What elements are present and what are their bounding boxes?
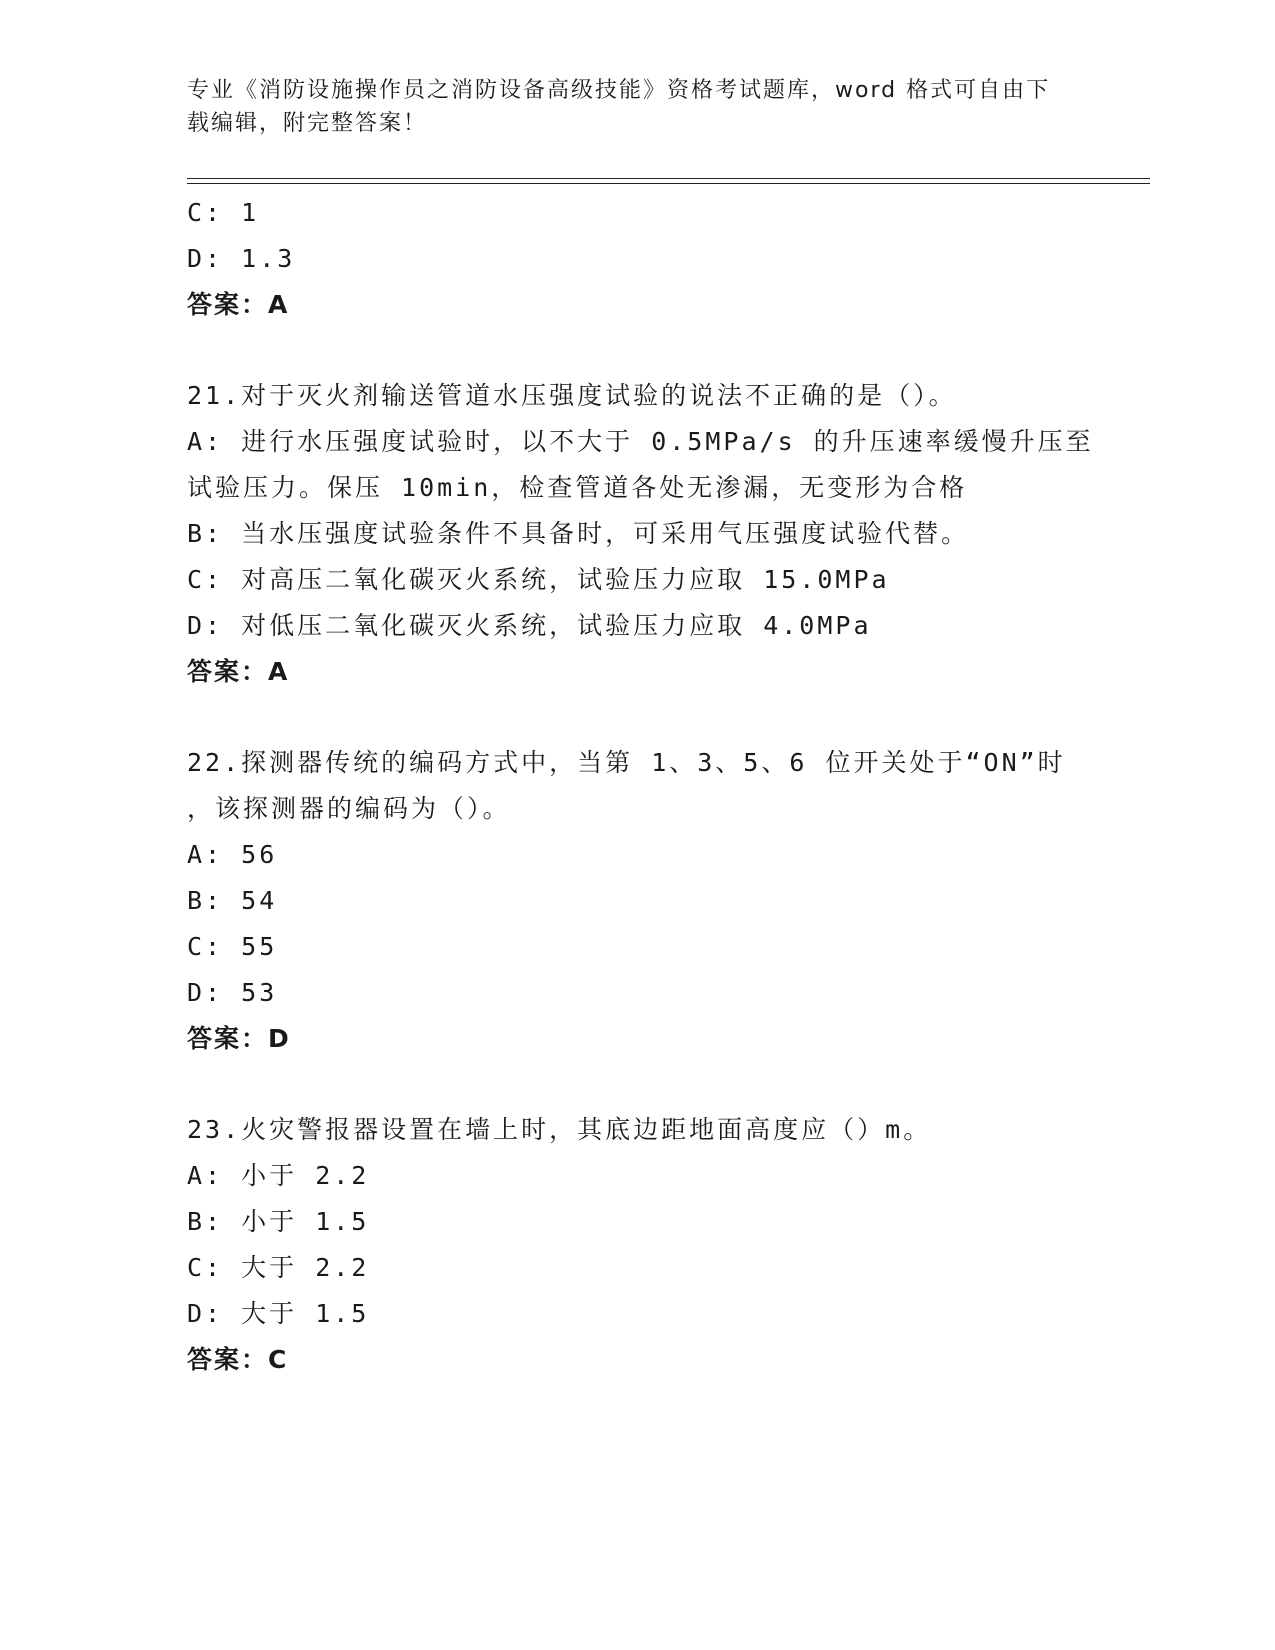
- option-a-q22: A: 56: [187, 840, 278, 869]
- question-23-stem: 23.火灾警报器设置在墙上时，其底边距地面高度应（）m。: [187, 1115, 932, 1144]
- answer-q20: 答案：A: [187, 290, 290, 319]
- question-22-stem: 22.探测器传统的编码方式中，当第 1、3、5、6 位开关处于“ON”时: [187, 748, 1066, 777]
- option-b-q22: B: 54: [187, 886, 278, 915]
- option-d-q22: D: 53: [187, 978, 278, 1007]
- header-divider-bottom: [187, 183, 1150, 184]
- option-c-q20: C: 1: [187, 198, 260, 227]
- option-a-q23: A: 小于 2.2: [187, 1161, 370, 1190]
- option-d-q20: D: 1.3: [187, 244, 296, 273]
- header-line-2: 载编辑，附完整答案！: [187, 111, 428, 136]
- spacer: [187, 1062, 1087, 1107]
- spacer: [187, 695, 1087, 740]
- document-header: [187, 74, 1087, 140]
- question-list: [187, 190, 1094, 1383]
- header-divider-top: [187, 178, 1150, 179]
- answer-q23: 答案：C: [187, 1345, 289, 1374]
- option-a-q21: A: 进行水压强度试验时，以不大于 0.5MPa/s 的升压速率缓慢升压至: [187, 427, 1094, 456]
- option-c-q21: C: 对高压二氧化碳灭火系统，试验压力应取 15.0MPa: [187, 565, 890, 594]
- option-b-q23: B: 小于 1.5: [187, 1207, 370, 1236]
- option-c-q22: C: 55: [187, 932, 278, 961]
- option-b-q21: B: 当水压强度试验条件不具备时，可采用气压强度试验代替。: [187, 519, 970, 548]
- question-21-stem: 21.对于灭火剂输送管道水压强度试验的说法不正确的是（）。: [187, 381, 957, 410]
- option-d-q21: D: 对低压二氧化碳灭火系统，试验压力应取 4.0MPa: [187, 611, 872, 640]
- header-line-1: 专业《消防设施操作员之消防设备高级技能》资格考试题库，word 格式可自由下: [187, 78, 1051, 103]
- option-d-q23: D: 大于 1.5: [187, 1299, 370, 1328]
- answer-q22: 答案：D: [187, 1024, 291, 1053]
- spacer: [187, 328, 1087, 373]
- question-22-stem-continued: ，该探测器的编码为（）。: [187, 794, 511, 823]
- answer-q21: 答案：A: [187, 657, 290, 686]
- option-c-q23: C: 大于 2.2: [187, 1253, 370, 1282]
- option-a-q21-continued: 试验压力。保压 10min，检查管道各处无渗漏，无变形为合格: [187, 473, 968, 502]
